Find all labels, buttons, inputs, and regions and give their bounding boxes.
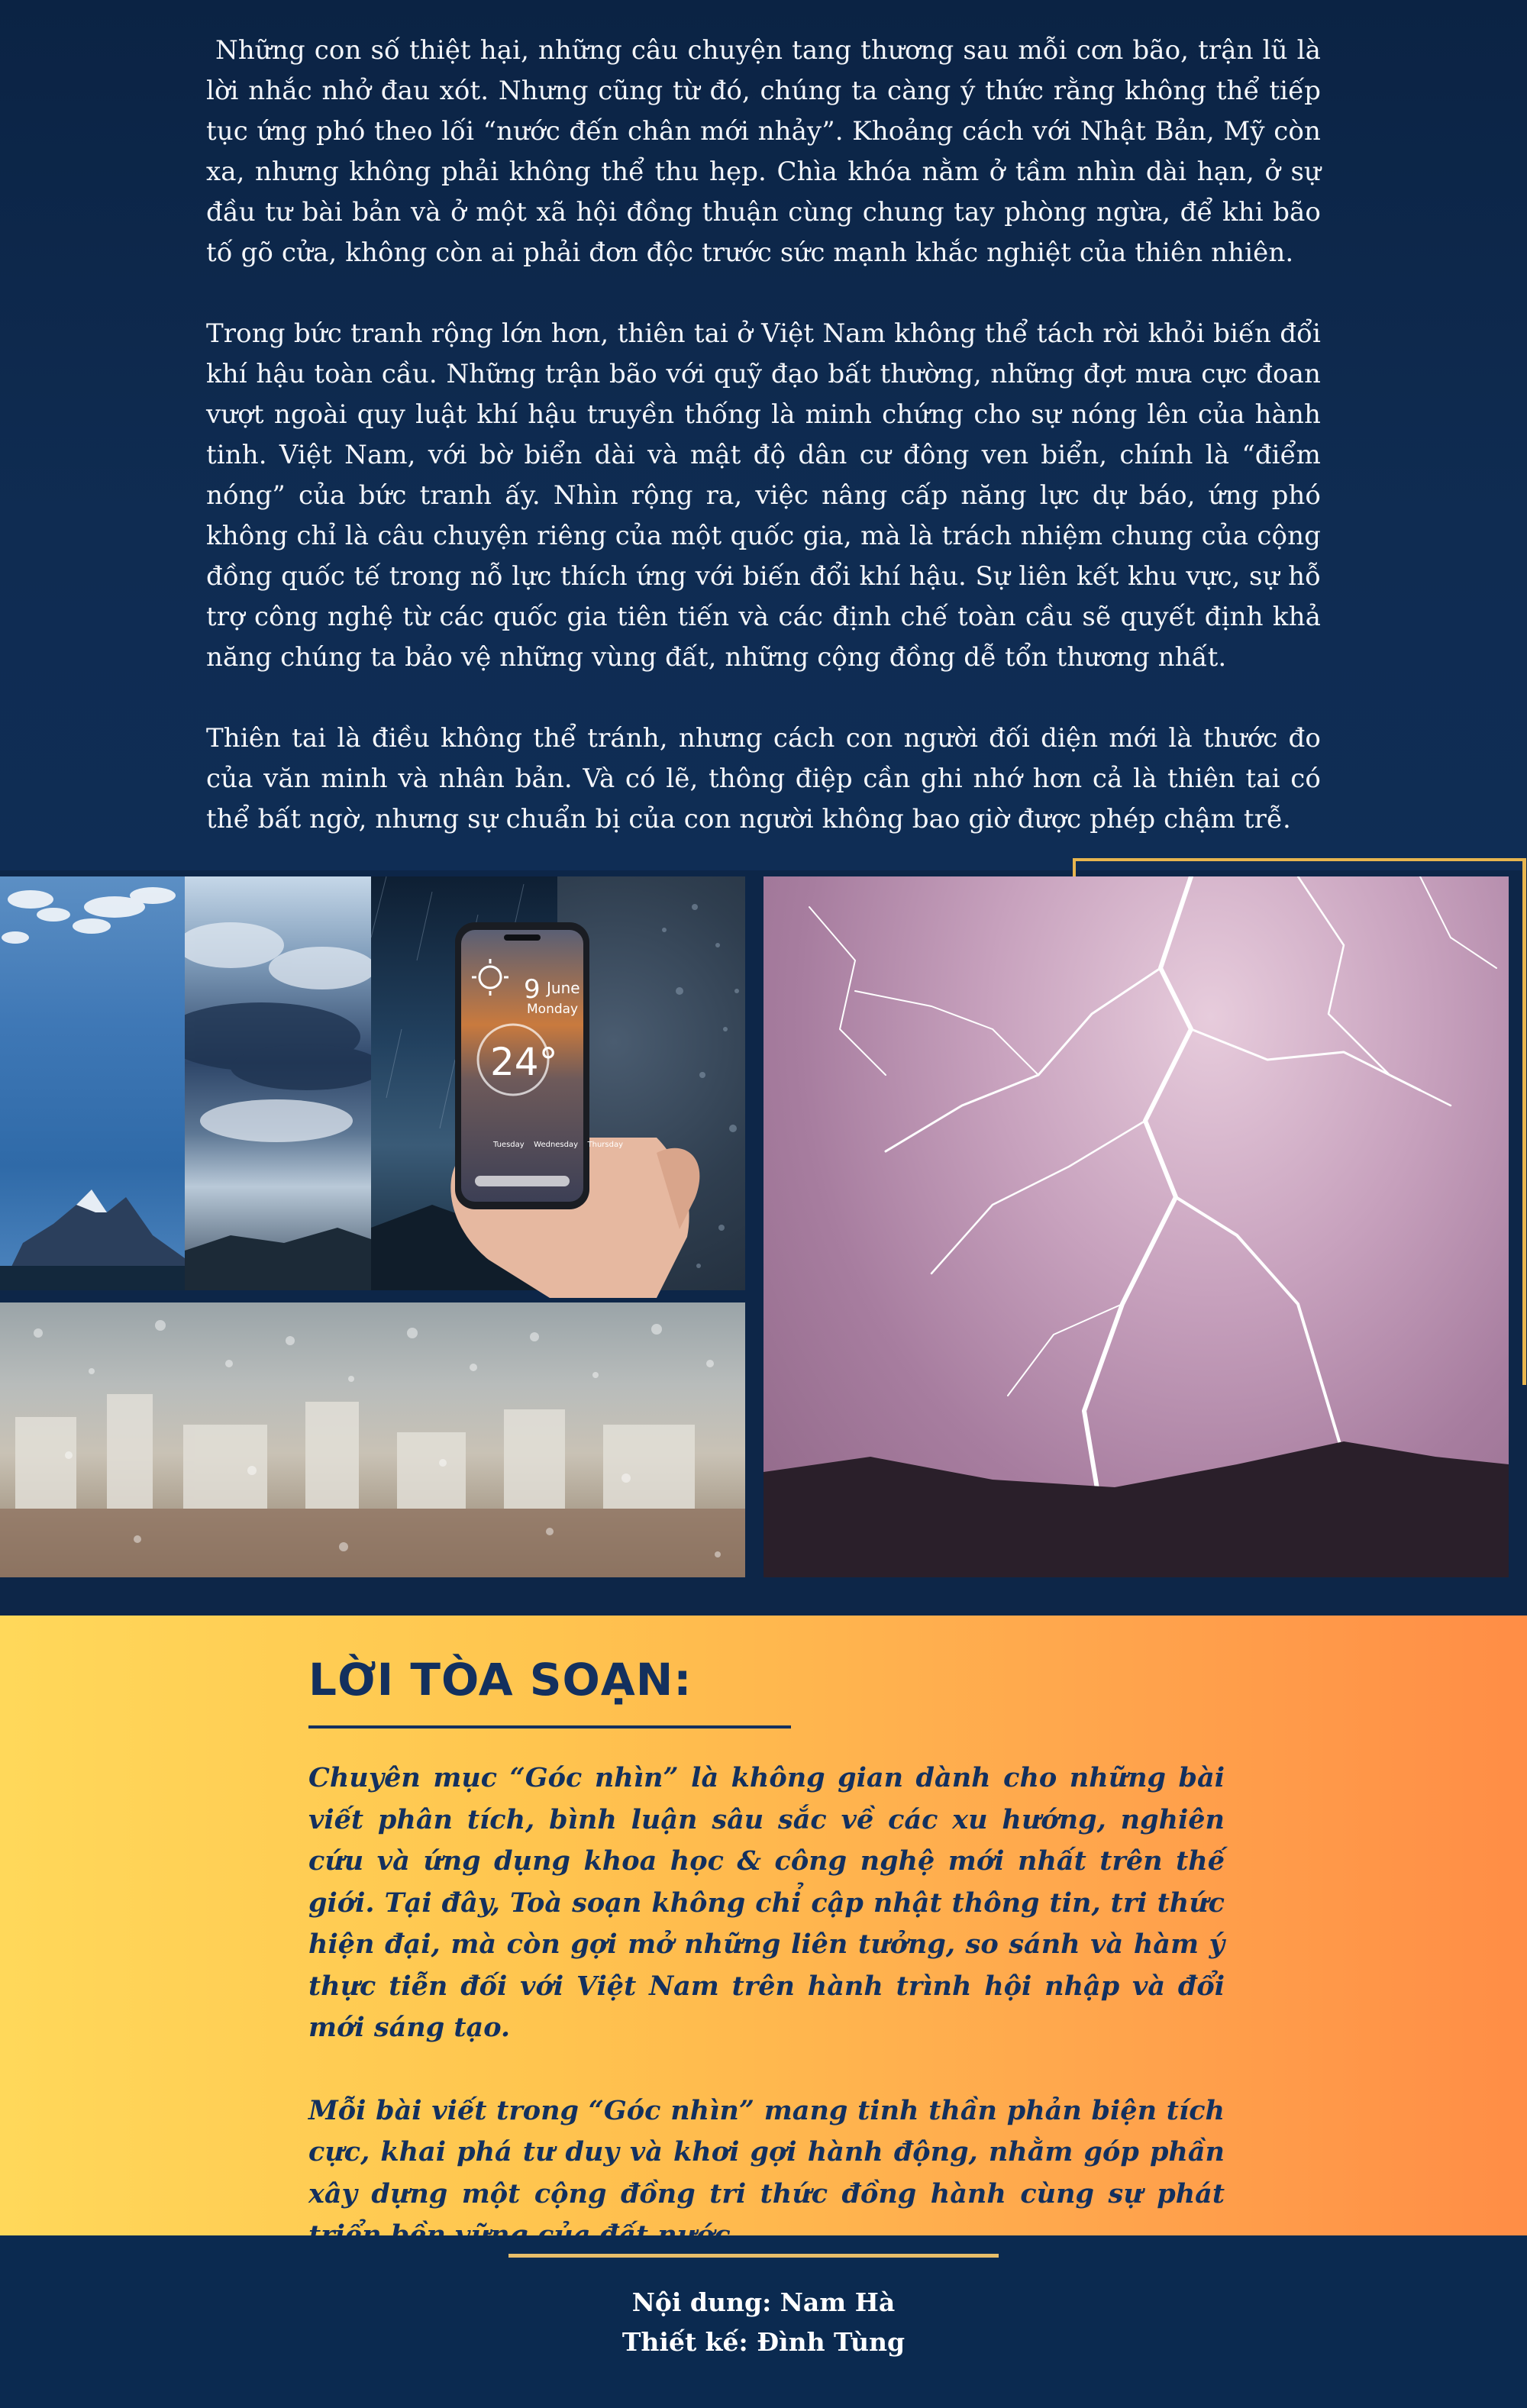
credit-designer: Thiết kế: Đình Tùng	[621, 2327, 906, 2357]
photo-rainy-window-city	[0, 1302, 745, 1577]
forecast-day-1: Tuesday	[493, 1141, 525, 1149]
sky-mountain-art	[0, 876, 185, 1290]
phone-date-day: 9	[524, 974, 541, 1005]
photo-cloudy-sky	[185, 876, 371, 1290]
phone-in-hand-illustration	[428, 909, 718, 1298]
phone-forecast-days	[493, 1141, 623, 1149]
article-body	[206, 31, 1321, 880]
forecast-day-2: Wednesday	[534, 1141, 579, 1149]
editorial-title: LỜI TÒA SOẠN:	[308, 1654, 692, 1706]
lightning-art	[764, 876, 1509, 1577]
article-paragraph-2: Trong bức tranh rộng lớn hơn, thiên tai ở Việt Nam không thể tách rời khỏi biến đổi khí hậu toàn cầu. Những trận bão với quỹ đạo bất thường, những đợt mưa cực đoan vượt ngoài quy luật khí hậu truyền thống là minh chứng cho sự nóng lên của hành tinh. Việt Nam, với bờ biển dài và mật độ dân cư đông ven biển, chính là “điểm nóng” của bức tranh ấy. Nhìn rộng ra, việc nâng cấp năng lực dự báo, ứng phó không chỉ là câu chuyện riêng của một quốc gia, mà là trách nhiệm chung của cộng đồng quốc tế trong nỗ lực thích ứng với biến đổi khí hậu. Sự liên kết khu vực, sự hỗ trợ công nghệ từ các quốc gia tiên tiến và các định chế toàn cầu sẽ quyết định khả năng chúng ta bảo vệ những vùng đất, những cộng đồng dễ tổn thương nhất.	[206, 318, 1321, 673]
phone-date-month: June	[547, 979, 580, 997]
article-paragraph-1: Những con số thiệt hại, những câu chuyện tang thương sau mỗi cơn bão, trận lũ là lời nhắc nhở đau xót. Nhưng cũng từ đó, chúng ta càng ý thức rằng không thể tiếp tục ứng phó theo lối “nước đến chân mới nhảy”. Khoảng cách với Nhật Bản, Mỹ còn xa, nhưng không phải không thể thu hẹp. Chìa khóa nằm ở tầm nhìn dài hạn, ở sự đầu tư bài bản và ở một xã hội đồng thuận cùng chung tay phòng ngừa, để khi bão tố gõ cửa, không còn ai phải đơn độc trước sức mạnh khắc nghiệt của thiên nhiên.	[206, 35, 1321, 268]
article-paragraph-3: Thiên tai là điều không thể tránh, nhưng cách con người đối diện mới là thước đo của văn minh và nhân bản. Và có lẽ, thông điệp cần ghi nhớ hơn cả là thiên tai có thể bất ngờ, nhưng sự chuẩn bị của con người không bao giờ được phép chậm trễ.	[206, 723, 1321, 834]
phone-weekday: Monday	[527, 1002, 579, 1017]
editorial-body	[308, 1758, 1225, 2298]
credits-section	[0, 2235, 1527, 2408]
photo-lightning-storm	[764, 876, 1509, 1577]
photo-blue-sky-mountain	[0, 876, 185, 1290]
credit-content-author: Nội dung: Nam Hà	[631, 2287, 896, 2317]
cloud-art	[185, 876, 371, 1290]
credits-divider	[508, 2254, 999, 2258]
editorial-paragraph-2: Mỗi bài viết trong “Góc nhìn” mang tinh thần phản biện tích cực, khai phá tư duy và khơi gợi hành động, nhằm góp phần xây dựng một cộng đồng tri thức đồng hành cùng sự phát	[308, 2094, 1225, 2209]
editorial-paragraph-1: Chuyên mục “Góc nhìn” là không gian dành cho những bài viết phân tích, bình luận sâu sắc về các xu hướng, nghiên cứu và ứng dụng khoa học & công nghệ mới nhất trên thế giới. Tại đây, Toà soạn không chỉ cập nhật thông tin, tri thức hiện đại, mà còn gợi mở những liên tưởng, so sánh và hàm ý thực tiễn đối với Việt Nam trên hành trình hội nhập và đổi mới sáng tạo.	[308, 1762, 1225, 2043]
rainy-city-art	[0, 1302, 745, 1577]
gold-frame-edge	[1522, 858, 1525, 1385]
article-section	[0, 0, 1527, 870]
editorial-title-underline	[308, 1725, 791, 1729]
editorial-note-box	[0, 1616, 1527, 2235]
forecast-day-3: Thursday	[587, 1141, 623, 1149]
phone-temperature: 24°	[490, 1040, 558, 1084]
